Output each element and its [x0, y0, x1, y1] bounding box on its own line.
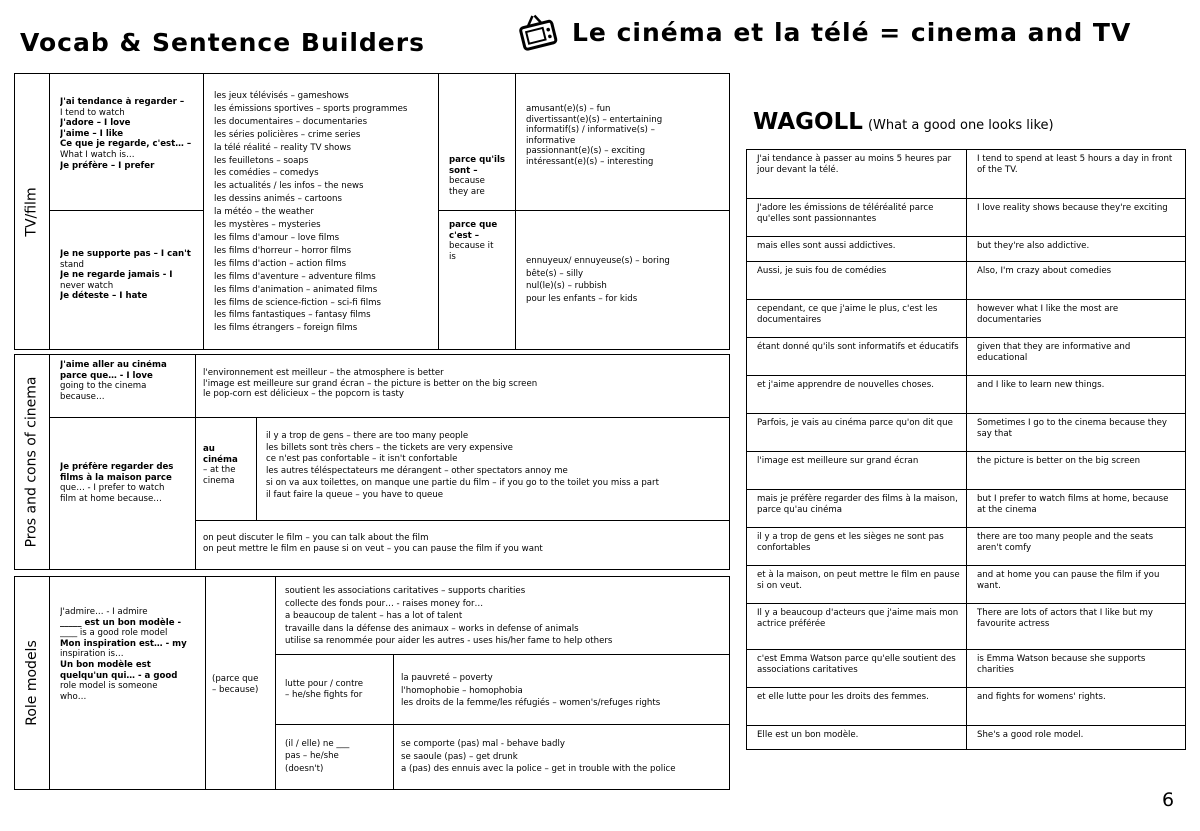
wagoll-french: et j'aime apprendre de nouvelles choses. — [747, 376, 967, 414]
tvfilm-opinions-negative: Je ne supporte pas – I can't stand Je ne regarde jamais - I never watch Je déteste – I hate — [60, 249, 191, 302]
wagoll-french: J'ai tendance à passer au moins 5 heures par jour devant la télé. — [747, 150, 967, 199]
wagoll-french: l'image est meilleure sur grand écran — [747, 452, 967, 490]
wagoll-english: is Emma Watson because she supports charities — [967, 650, 1186, 688]
rolemodels-causes: la pauvreté – poverty l'homophobie – homophobia les droits de la femme/les réfugiés – women's/refuges rights — [401, 673, 661, 708]
wagoll-english: Sometimes I go to the cinema because they say that — [967, 414, 1186, 452]
wagoll-english: Also, I'm crazy about comedies — [967, 262, 1186, 300]
wagoll-english: the picture is better on the big screen — [967, 452, 1186, 490]
wagoll-english: I love reality shows because they're exciting — [967, 199, 1186, 237]
wagoll-english: given that they are informative and educational — [967, 338, 1186, 376]
table-row — [747, 528, 1186, 566]
wagoll-french: mais je préfère regarder des films à la maison, parce qu'au cinéma — [747, 490, 967, 528]
table-row — [747, 650, 1186, 688]
wagoll-english: and I like to learn new things. — [967, 376, 1186, 414]
wagoll-french: il y a trop de gens et les sièges ne sont pas confortables — [747, 528, 967, 566]
tvfilm-adjectives-negative: ennuyeux/ ennuyeuse(s) – boring bête(s) – silly nul(le)(s) – rubbish pour les enfants – for kids — [526, 256, 670, 304]
table-row — [747, 300, 1186, 338]
left-title: Vocab & Sentence Builders — [20, 28, 425, 57]
tvfilm-because-they-are: parce qu'ils sont – because they are — [449, 155, 506, 197]
rolemodels-behaviour: se comporte (pas) mal - behave badly se saoule (pas) – get drunk a (pas) des ennuis avec la police – get in trouble with the police — [401, 739, 676, 774]
wagoll-english: and fights for womens' rights. — [967, 688, 1186, 726]
table-row — [747, 338, 1186, 376]
wagoll-table — [746, 149, 1186, 750]
table-row — [747, 262, 1186, 300]
rolemodels-fights: lutte pour / contre – he/she fights for — [285, 679, 364, 700]
wagoll-french: étant donné qu'ils sont informatifs et éducatifs — [747, 338, 967, 376]
table-row — [747, 604, 1186, 650]
wagoll-english: but I prefer to watch films at home, because at the cinema — [967, 490, 1186, 528]
cinema-cons: il y a trop de gens – there are too many people les billets sont très chers – the tickets are very expensive ce n'est pas confortable – it isn't confortable les autres téléspectateurs me dérangent – other spectators annoy me si on va aux toilettes, on manque une partie du film – if you go to the toilet you miss a part il faut faire la queue – you have to queue — [266, 431, 659, 500]
wagoll-english: I tend to spend at least 5 hours a day in front of the TV. — [967, 150, 1186, 199]
wagoll-french: Elle est un bon modèle. — [747, 726, 967, 750]
rolemodels-actions: soutient les associations caritatives – supports charities collecte des fonds pour… - raises money for… a beaucoup de talent – has a lot of talent travaille dans la défense des animaux – works in defense of animals utilise sa renommée pour aider les autres - uses his/her fame to help others — [285, 586, 613, 646]
wagoll-french: cependant, ce que j'aime le plus, c'est les documentaires — [747, 300, 967, 338]
home-intro: Je préfère regarder des films à la maison parce que… - I prefer to watch film at home because… — [60, 462, 174, 504]
rolemodels-because: (parce que – because) — [212, 674, 259, 695]
wagoll-french: et à la maison, on peut mettre le film en pause si on veut. — [747, 566, 967, 604]
wagoll-heading — [753, 109, 1054, 135]
rolemodels-does-not: (il / elle) ne ___ pas – he/she (doesn't) — [285, 739, 350, 774]
wagoll-french: c'est Emma Watson parce qu'elle soutient des associations caritatives — [747, 650, 967, 688]
wagoll-french: mais elles sont aussi addictives. — [747, 237, 967, 262]
table-row — [747, 490, 1186, 528]
tvfilm-label: TV/film — [23, 186, 40, 237]
wagoll-english: there are too many people and the seats aren't comfy — [967, 528, 1186, 566]
table-row — [747, 726, 1186, 750]
cinema-pros: l'environnement est meilleur – the atmosphere is better l'image est meilleure sur grand écran – the picture is better on the big screen le pop-corn est délicieux – the popcorn is tasty — [203, 368, 538, 400]
home-pros: on peut discuter le film – you can talk about the film on peut mettre le film en pause si on veut – you can pause the film if you want — [203, 533, 543, 554]
table-row — [747, 688, 1186, 726]
at-the-cinema: au cinéma – at the cinema — [203, 444, 238, 486]
table-row — [747, 414, 1186, 452]
rolemodels-intro: J'admire… - I admire _____ est un bon modèle - ____ is a good role model Mon inspiration est… - my inspiration is… Un bon modèle est quelqu'un qui… - a good role model is someone who… — [60, 607, 187, 702]
table-row — [747, 150, 1186, 199]
wagoll-english: and at home you can pause the film if you want. — [967, 566, 1186, 604]
table-row — [747, 199, 1186, 237]
page-number: 6 — [1162, 789, 1175, 811]
tvfilm-genre-list: les jeux télévisés – gameshows les émissions sportives – sports programmes les documentaires – documentaries les séries policières – crime series la télé réalité – reality TV shows les feuilletons – soaps les comédies – comedys les actualités / les infos – the news les dessins animés – cartoons la météo – the weather les mystères – mysteries les films d'amour – love films les films d'horreur – horror films les films d'action – action films les films d'aventure – adventure films les films d'animation – animated films les films de science-fiction – sci-fi films les films fantastiques – fantasy films les films étrangers – foreign films — [214, 91, 408, 334]
wagoll-french: J'adore les émissions de téléréalité parce qu'elles sont passionnantes — [747, 199, 967, 237]
wagoll-subtitle: (What a good one looks like) — [867, 118, 1054, 133]
rolemodels-label: Role models — [23, 640, 40, 726]
wagoll-english: but they're also addictive. — [967, 237, 1186, 262]
wagoll-english: There are lots of actors that I like but my favourite actress — [967, 604, 1186, 650]
tv-icon — [517, 12, 561, 52]
wagoll-french: Aussi, je suis fou de comédies — [747, 262, 967, 300]
wagoll-french: et elle lutte pour les droits des femmes. — [747, 688, 967, 726]
wagoll-english: She's a good role model. — [967, 726, 1186, 750]
table-row — [747, 452, 1186, 490]
table-row — [747, 566, 1186, 604]
tvfilm-because-it-is: parce que c'est – because it is — [449, 220, 498, 262]
wagoll-french: Parfois, je vais au cinéma parce qu'on dit que — [747, 414, 967, 452]
proscons-label: Pros and cons of cinema — [23, 376, 40, 548]
table-row — [747, 376, 1186, 414]
cinema-intro: J'aime aller au cinéma parce que… - I love going to the cinema because… — [60, 360, 167, 402]
right-title: Le cinéma et la télé = cinema and TV — [572, 18, 1132, 47]
wagoll-english: however what I like the most are documentaries — [967, 300, 1186, 338]
wagoll-french: Il y a beaucoup d'acteurs que j'aime mais mon actrice préférée — [747, 604, 967, 650]
tvfilm-opinions-positive: J'ai tendance à regarder – I tend to watch J'adore – I love J'aime – I like Ce que je regarde, c'est… – What I watch is… Je préfère – I prefer — [60, 97, 192, 171]
wagoll-title: WAGOLL — [753, 109, 863, 135]
tvfilm-adjectives-positive: amusant(e)(s) – fun divertissant(e)(s) – entertaining informatif(s) / informative(s) – informative passionnant(e)(s) – exciting intéressant(e)(s) – interesting — [526, 104, 663, 167]
table-row — [747, 237, 1186, 262]
